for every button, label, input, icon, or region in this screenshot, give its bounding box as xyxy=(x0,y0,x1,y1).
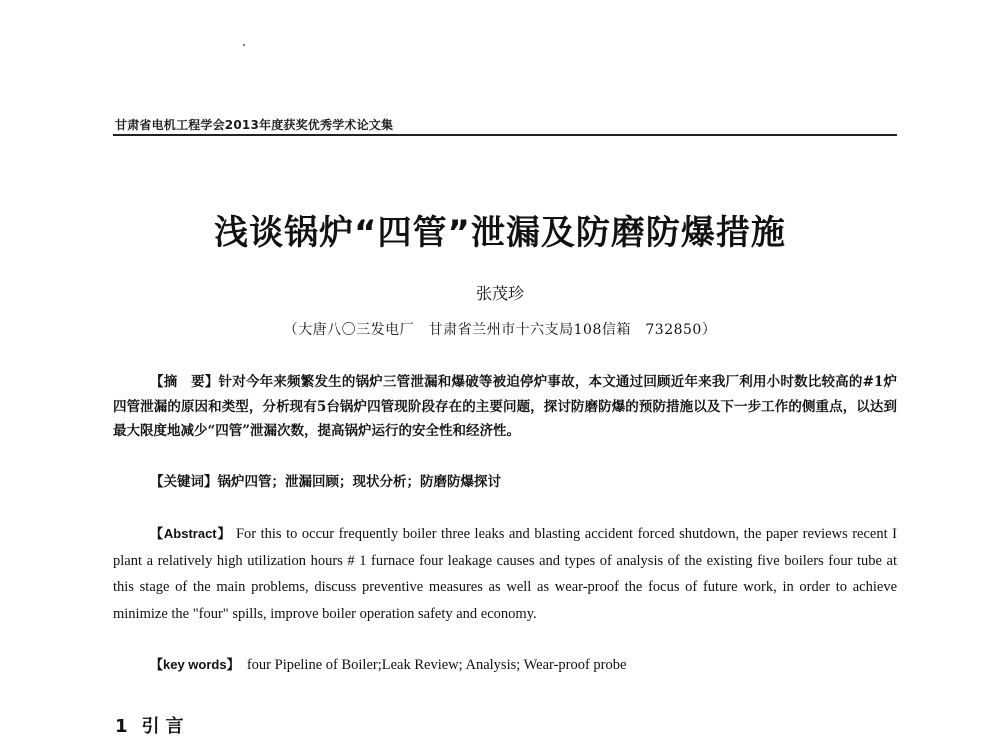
scan-speck xyxy=(243,44,245,46)
abstract-en-label: 【Abstract】 xyxy=(150,526,232,541)
keywords-en xyxy=(150,654,626,674)
keywords-en-label: 【key words】 xyxy=(150,657,240,672)
section-heading xyxy=(115,712,190,738)
keywords-en-text: four Pipeline of Boiler;Leak Review; Analysis; Wear-proof probe xyxy=(246,657,627,673)
abstract-en-text: For this to occur frequently boiler three leaks and blasting accident forced shutdown, the paper reviews recent I plant a relatively high utilization hours # 1 furnace four leakage causes and types of analysis of the existing five boilers four tube at this stage of the main problems, discuss preventive measures as well as wear-proof the focus of future work, in order to achieve minimize the "four" spills, improve boiler operation safety and economy. xyxy=(113,526,897,622)
author-affiliation: （大唐八〇三发电厂 甘肃省兰州市十六支局108信箱 732850） xyxy=(283,322,717,338)
abstract-cn-text: 针对今年来频繁发生的锅炉三管泄漏和爆破等被迫停炉事故，本文通过回顾近年来我厂利用小时数比较高的#1炉四管泄漏的原因和类型，分析现有5台锅炉四管现阶段存在的主要问题，探讨防磨防爆的预防措施以及下一步工作的侧重点，以达到最大限度地减少“四管”泄漏次数，提高锅炉运行的安全性和经济性。 xyxy=(113,374,897,439)
abstract-cn-paragraph xyxy=(113,370,897,444)
paper-title: 浅谈锅炉“四管”泄漏及防磨防爆措施 xyxy=(214,213,786,253)
section-title: 引言 xyxy=(141,716,190,737)
keywords-cn xyxy=(150,470,501,490)
abstract-cn xyxy=(113,370,897,444)
keywords-cn-label: 【关键词】 xyxy=(150,474,218,490)
section-number: 1 xyxy=(115,716,128,737)
author-name: 张茂珍 xyxy=(475,284,524,303)
abstract-en xyxy=(113,521,897,627)
abstract-cn-label: 【摘 要】 xyxy=(150,374,219,390)
running-header: 甘肃省电机工程学会2013年度获奖优秀学术论文集 xyxy=(115,118,394,132)
header-rule xyxy=(113,134,897,136)
keywords-cn-text: 锅炉四管；泄漏回顾；现状分析；防磨防爆探讨 xyxy=(217,474,501,490)
